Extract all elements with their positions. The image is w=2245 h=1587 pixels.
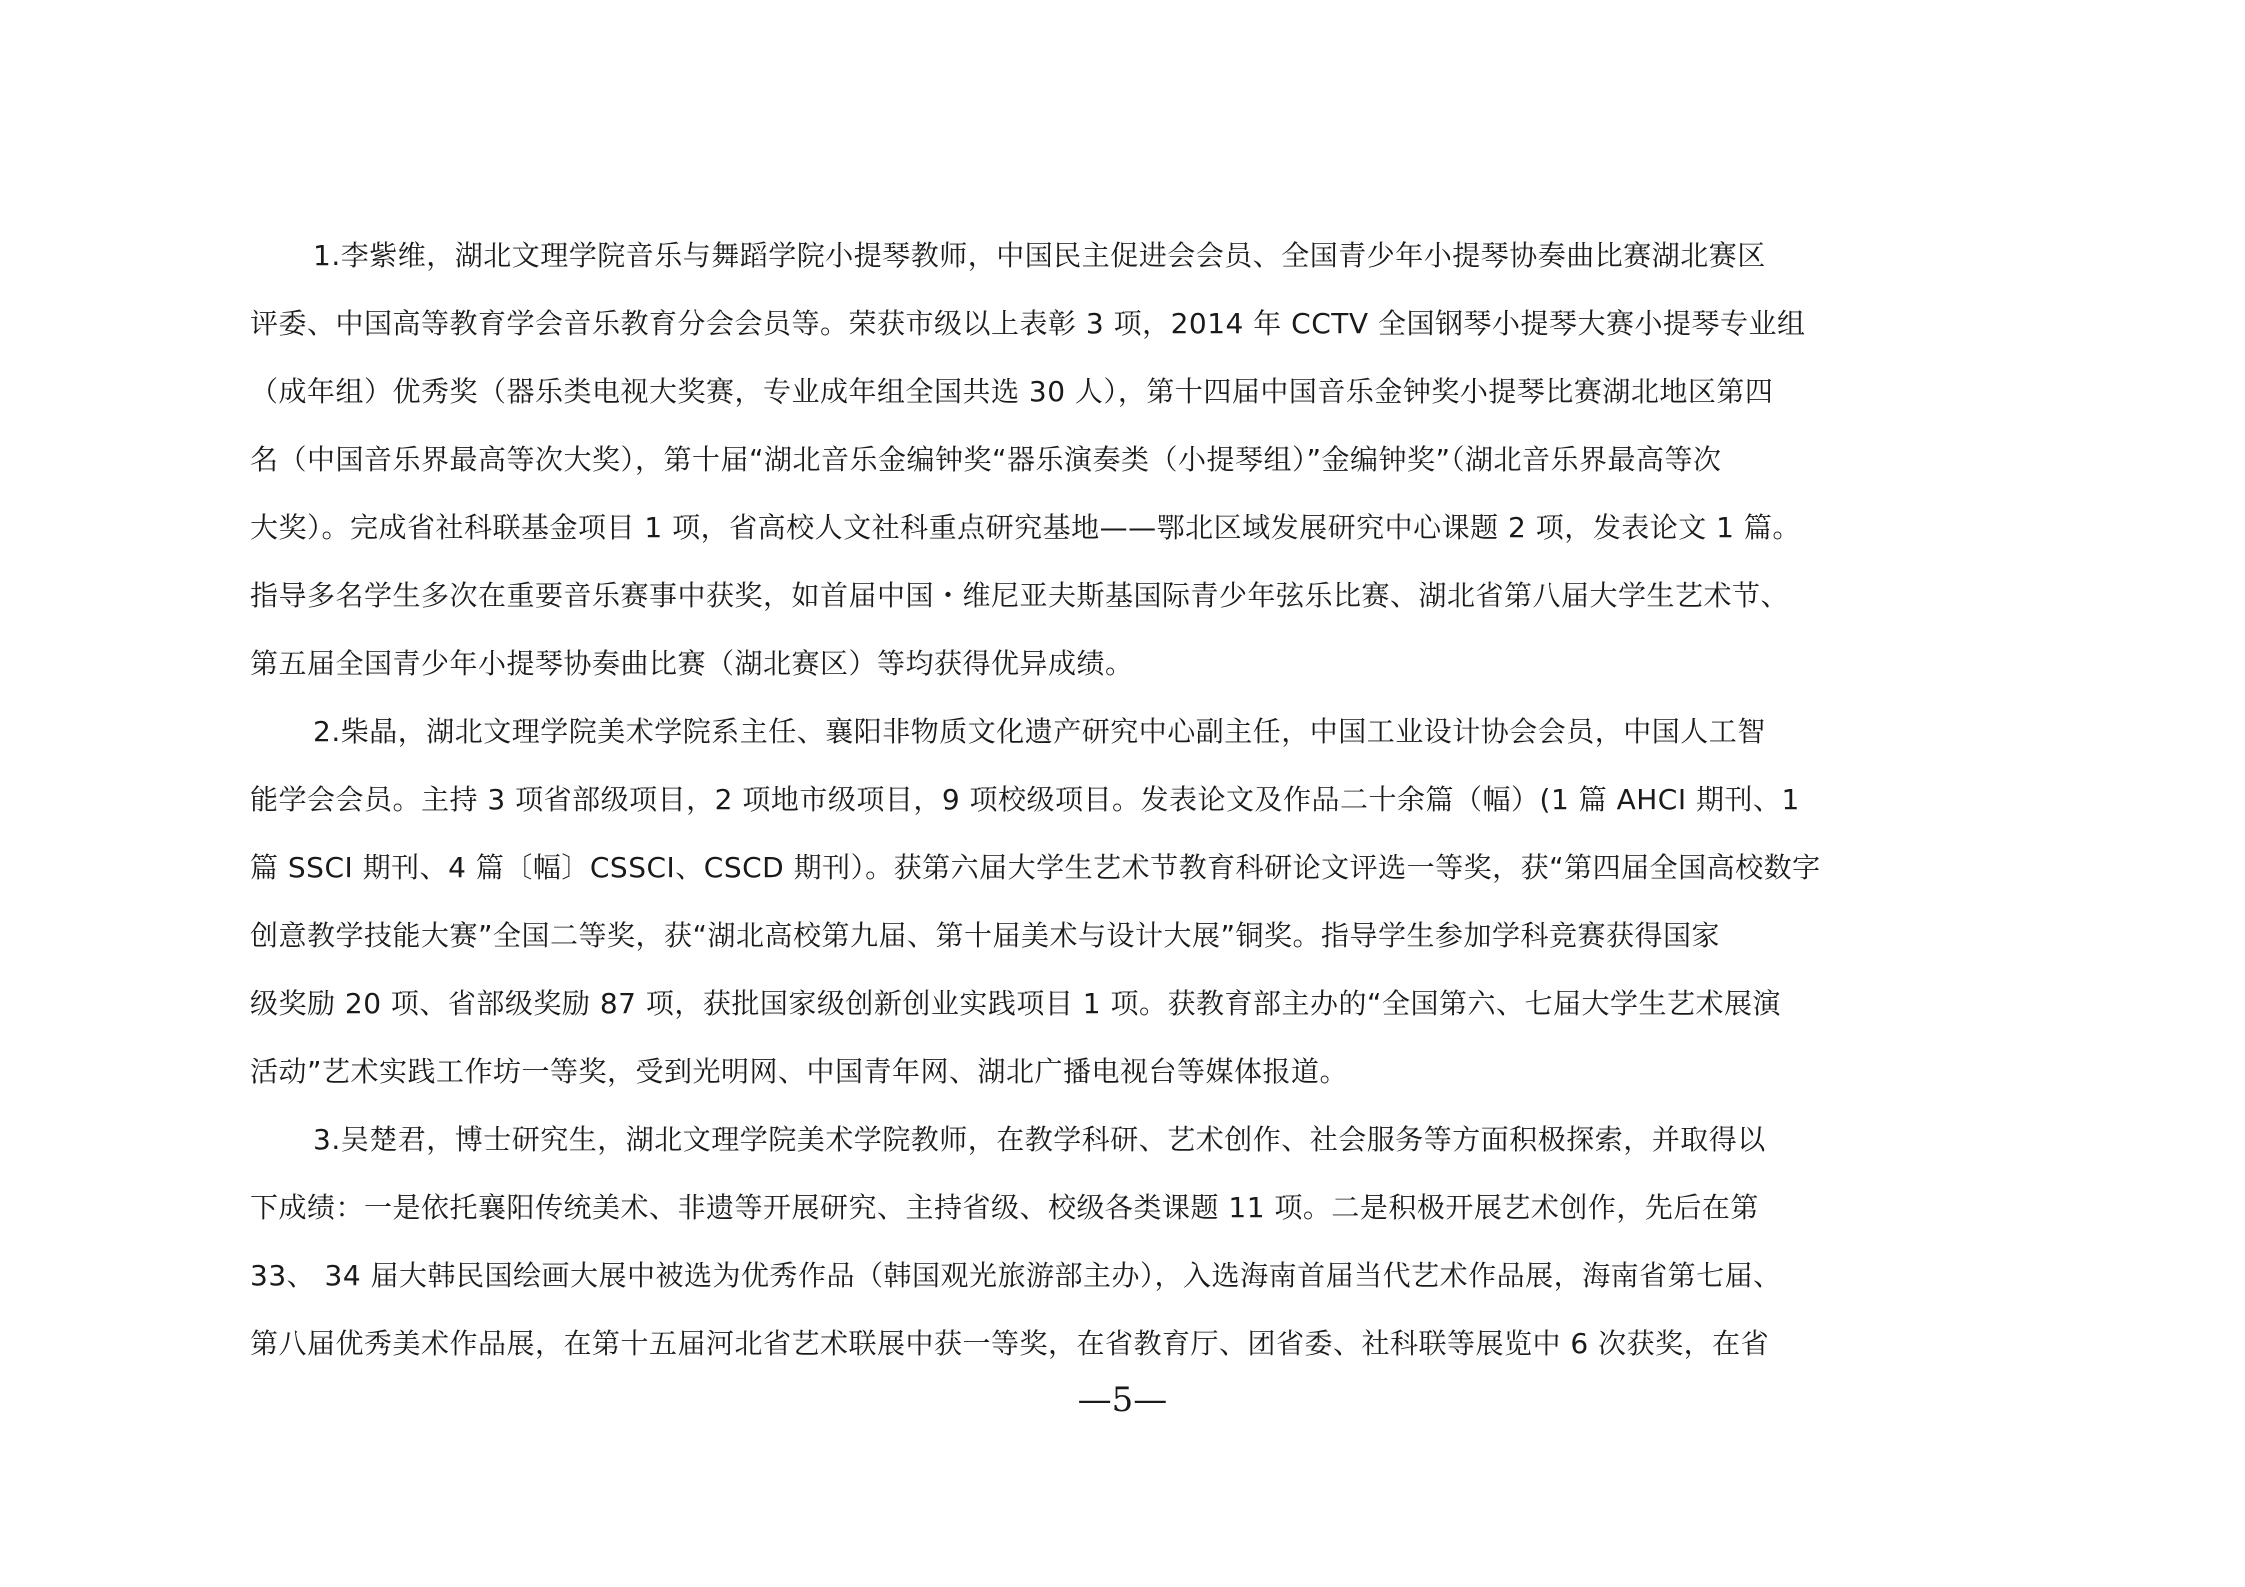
text-line: 级奖励 20 项、省部级奖励 87 项，获批国家级创新创业实践项目 1 项。获教育部主办的“全国第六、七届大学生艺术展演 xyxy=(250,987,1781,1020)
page-number: —5— xyxy=(1077,1380,1168,1420)
paragraph-3 xyxy=(250,1106,1970,1378)
text-line: 下成绩：一是依托襄阳传统美术、非遗等开展研究、主持省级、校级各类课题 11 项。二是积极开展艺术创作，先后在第 xyxy=(250,1191,1759,1224)
paragraph-2 xyxy=(250,698,1970,1106)
text-line: 活动”艺术实践工作坊一等奖，受到光明网、中国青年网、湖北广播电视台等媒体报道。 xyxy=(250,1055,1349,1088)
text-line: 33、 34 届大韩民国绘画大展中被选为优秀作品（韩国观光旅游部主办），入选海南首届当代艺术作品展，海南省第七届、 xyxy=(250,1259,1782,1292)
text-line: 第八届优秀美术作品展，在第十五届河北省艺术联展中获一等奖，在省教育厅、团省委、社科联等展览中 6 次获奖，在省 xyxy=(250,1327,1770,1360)
text-line: （成年组）优秀奖（器乐类电视大奖赛，专业成年组全国共选 30 人），第十四届中国音乐金钟奖小提琴比赛湖北地区第四 xyxy=(250,375,1774,408)
text-line: 能学会会员。主持 3 项省部级项目，2 项地市级项目，9 项校级项目。发表论文及作品二十余篇（幅）(1 篇 AHCI 期刊、1 xyxy=(250,783,1800,816)
document-body xyxy=(250,222,1970,1378)
text-line: 大奖）。完成省社科联基金项目 1 项，省高校人文社科重点研究基地——鄂北区域发展研究中心课题 2 项，发表论文 1 篇。 xyxy=(250,511,1801,544)
text-line: 篇 SSCI 期刊、4 篇〔幅〕CSSCI、CSCD 期刊）。获第六届大学生艺术节教育科研论文评选一等奖，获“第四届全国高校数字 xyxy=(250,851,1821,884)
paragraph-1 xyxy=(250,222,1970,698)
text-line: 第五届全国青少年小提琴协奏曲比赛（湖北赛区）等均获得优异成绩。 xyxy=(250,647,1134,680)
text-line: 评委、中国高等教育学会音乐教育分会会员等。荣获市级以上表彰 3 项，2014 年 CCTV 全国钢琴小提琴大赛小提琴专业组 xyxy=(250,307,1806,340)
text-line: 1.李紫维，湖北文理学院音乐与舞蹈学院小提琴教师，中国民主促进会会员、全国青少年小提琴协奏曲比赛湖北赛区 xyxy=(313,239,1766,272)
text-line: 2.柴晶，湖北文理学院美术学院系主任、襄阳非物质文化遗产研究中心副主任，中国工业设计协会会员，中国人工智 xyxy=(313,715,1766,748)
text-line: 名（中国音乐界最高等次大奖），第十届“湖北音乐金编钟奖“器乐演奏类（小提琴组）”金编钟奖”（湖北音乐界最高等次 xyxy=(250,443,1722,476)
text-line: 3.吴楚君，博士研究生，湖北文理学院美术学院教师，在教学科研、艺术创作、社会服务等方面积极探索，并取得以 xyxy=(313,1123,1766,1156)
text-line: 指导多名学生多次在重要音乐赛事中获奖，如首届中国・维尼亚夫斯基国际青少年弦乐比赛、湖北省第八届大学生艺术节、 xyxy=(250,579,1790,612)
text-line: 创意教学技能大赛”全国二等奖，获“湖北高校第九届、第十届美术与设计大展”铜奖。指导学生参加学科竞赛获得国家 xyxy=(250,919,1721,952)
